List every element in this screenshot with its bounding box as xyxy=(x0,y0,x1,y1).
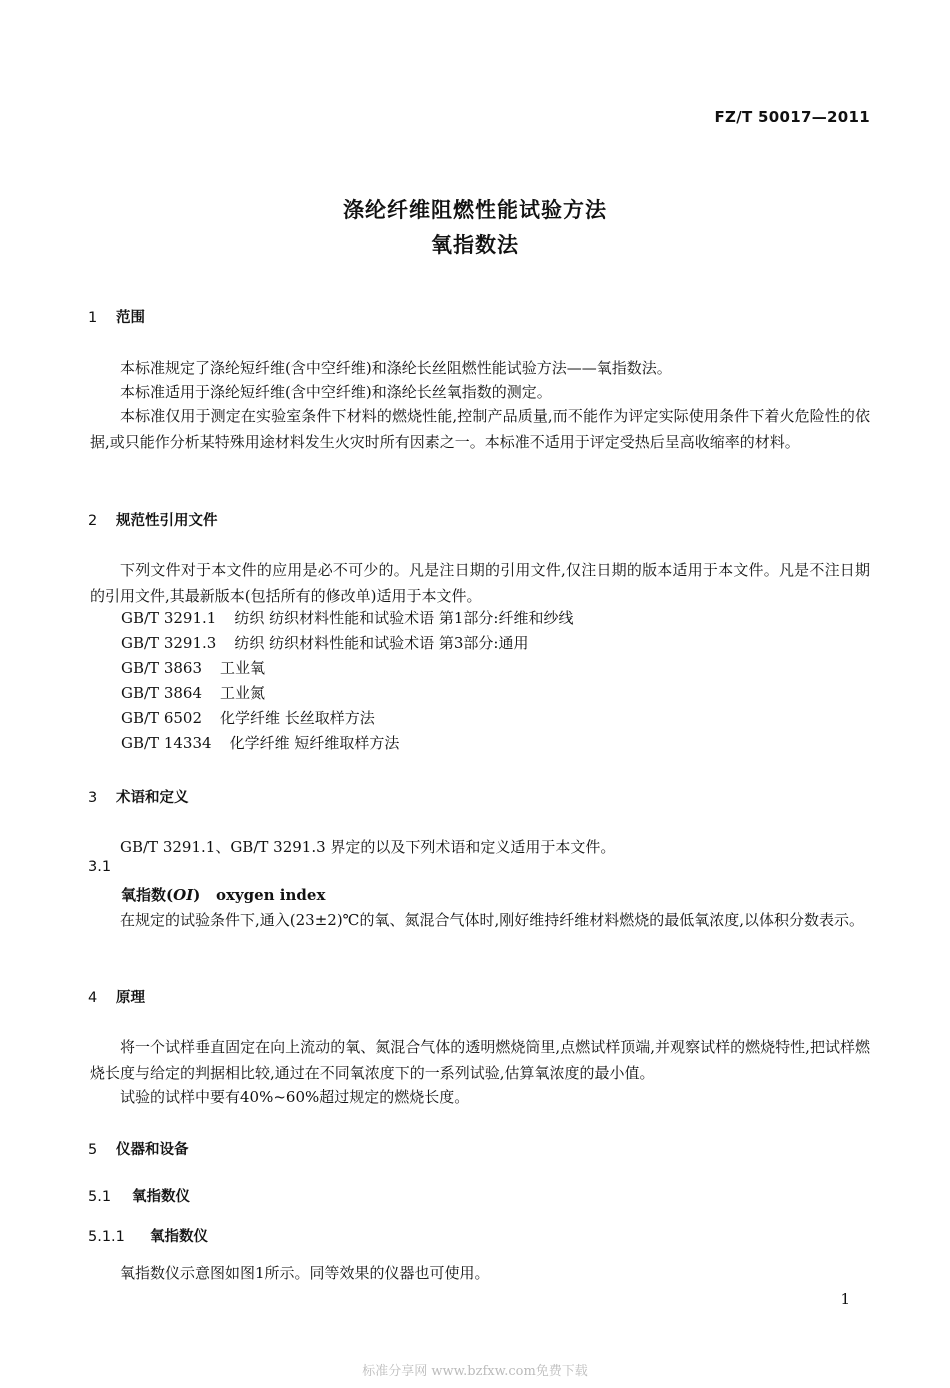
section-number: 5.1 xyxy=(88,1189,112,1205)
reference-code: GB/T 3291.3 xyxy=(121,634,217,652)
reference-code: GB/T 3864 xyxy=(121,684,203,702)
term-english: oxygen index xyxy=(215,886,326,904)
document-title: 涤纶纤维阻燃性能试验方法 xyxy=(343,198,607,222)
section-title: 规范性引用文件 xyxy=(116,513,218,529)
section-number: 2 xyxy=(88,513,98,529)
reference-title: 化学纤维 长丝取样方法 xyxy=(220,709,375,727)
paragraph: 本标准适用于涤纶短纤维(含中空纤维)和涤纶长丝氧指数的测定。 xyxy=(120,383,552,401)
reference-code: GB/T 3291.1 xyxy=(121,609,217,627)
section-3-heading xyxy=(88,786,189,807)
standard-code: FZ/T 50017—2011 xyxy=(714,108,870,126)
page-number: 1 xyxy=(840,1290,850,1308)
reference-title: 化学纤维 短纤维取样方法 xyxy=(229,734,400,752)
paragraph: 下列文件对于本文件的应用是必不可少的。凡是注日期的引用文件,仅注日期的版本适用于本文件。凡是不注日期的引用文件,其最新版本(包括所有的修改单)适用于本文件。 xyxy=(90,561,870,605)
section-number: 4 xyxy=(88,990,98,1006)
section-title: 氧指数仪 xyxy=(132,1189,190,1205)
paragraph: 本标准规定了涤纶短纤维(含中空纤维)和涤纶长丝阻燃性能试验方法——氧指数法。 xyxy=(120,359,672,377)
term-number: 3.1 xyxy=(88,859,112,875)
subsection-5-1-1-heading xyxy=(88,1225,208,1246)
reference-title: 纺织 纺织材料性能和试验术语 第1部分:纤维和纱线 xyxy=(234,609,574,627)
reference-title: 纺织 纺织材料性能和试验术语 第3部分:通用 xyxy=(234,634,529,652)
section-title: 氧指数仪 xyxy=(150,1229,208,1245)
document-subtitle: 氧指数法 xyxy=(431,233,519,257)
paragraph: 将一个试样垂直固定在向上流动的氧、氮混合气体的透明燃烧筒里,点燃试样顶端,并观察试样的燃烧特性,把试样燃烧长度与给定的判据相比较,通过在不同氧浓度下的一系列试验,估算氧浓度的最小值。 xyxy=(90,1038,870,1082)
section-5-heading xyxy=(88,1138,189,1159)
section-title: 仪器和设备 xyxy=(116,1142,189,1158)
paragraph: GB/T 3291.1、GB/T 3291.3 界定的以及下列术语和定义适用于本文件。 xyxy=(120,838,616,856)
term-definition: 在规定的试验条件下,通入(23±2)℃的氧、氮混合气体时,刚好维持纤维材料燃烧的最低氧浓度,以体积分数表示。 xyxy=(120,911,864,929)
subsection-5-1-heading xyxy=(88,1185,190,1206)
section-2-heading xyxy=(88,509,218,530)
term-entry: 氧指数(OI) oxygen index xyxy=(121,886,326,904)
paragraph: 氧指数仪示意图如图1所示。同等效果的仪器也可使用。 xyxy=(120,1264,490,1282)
reference-item xyxy=(121,682,283,703)
section-title: 原理 xyxy=(116,990,145,1006)
reference-item xyxy=(121,607,591,628)
section-number: 1 xyxy=(88,310,98,326)
reference-code: GB/T 14334 xyxy=(121,734,212,752)
section-title: 范围 xyxy=(116,310,145,326)
reference-item xyxy=(121,707,393,728)
reference-item xyxy=(121,632,546,653)
reference-item xyxy=(121,657,283,678)
section-1-heading xyxy=(88,306,145,327)
section-number: 5.1.1 xyxy=(88,1229,125,1245)
reference-title: 工业氧 xyxy=(220,659,266,677)
paragraph: 本标准仅用于测定在实验室条件下材料的燃烧性能,控制产品质量,而不能作为评定实际使用条件下着火危险性的依据,或只能作分析某特殊用途材料发生火灾时所有因素之一。本标准不适用于评定受热后呈高收缩率的材料。 xyxy=(90,407,870,451)
section-number: 5 xyxy=(88,1142,98,1158)
reference-item xyxy=(121,732,417,753)
section-title: 术语和定义 xyxy=(116,790,189,806)
reference-code: GB/T 3863 xyxy=(121,659,203,677)
term-abbreviation: OI xyxy=(173,886,194,904)
section-4-heading xyxy=(88,986,145,1007)
term-chinese: 氧指数 xyxy=(121,886,167,904)
paragraph: 试验的试样中要有40%~60%超过规定的燃烧长度。 xyxy=(120,1088,470,1106)
section-number: 3 xyxy=(88,790,98,806)
watermark: 标准分享网 www.bzfxw.com免费下载 xyxy=(362,1364,588,1379)
reference-code: GB/T 6502 xyxy=(121,709,203,727)
reference-title: 工业氮 xyxy=(220,684,266,702)
